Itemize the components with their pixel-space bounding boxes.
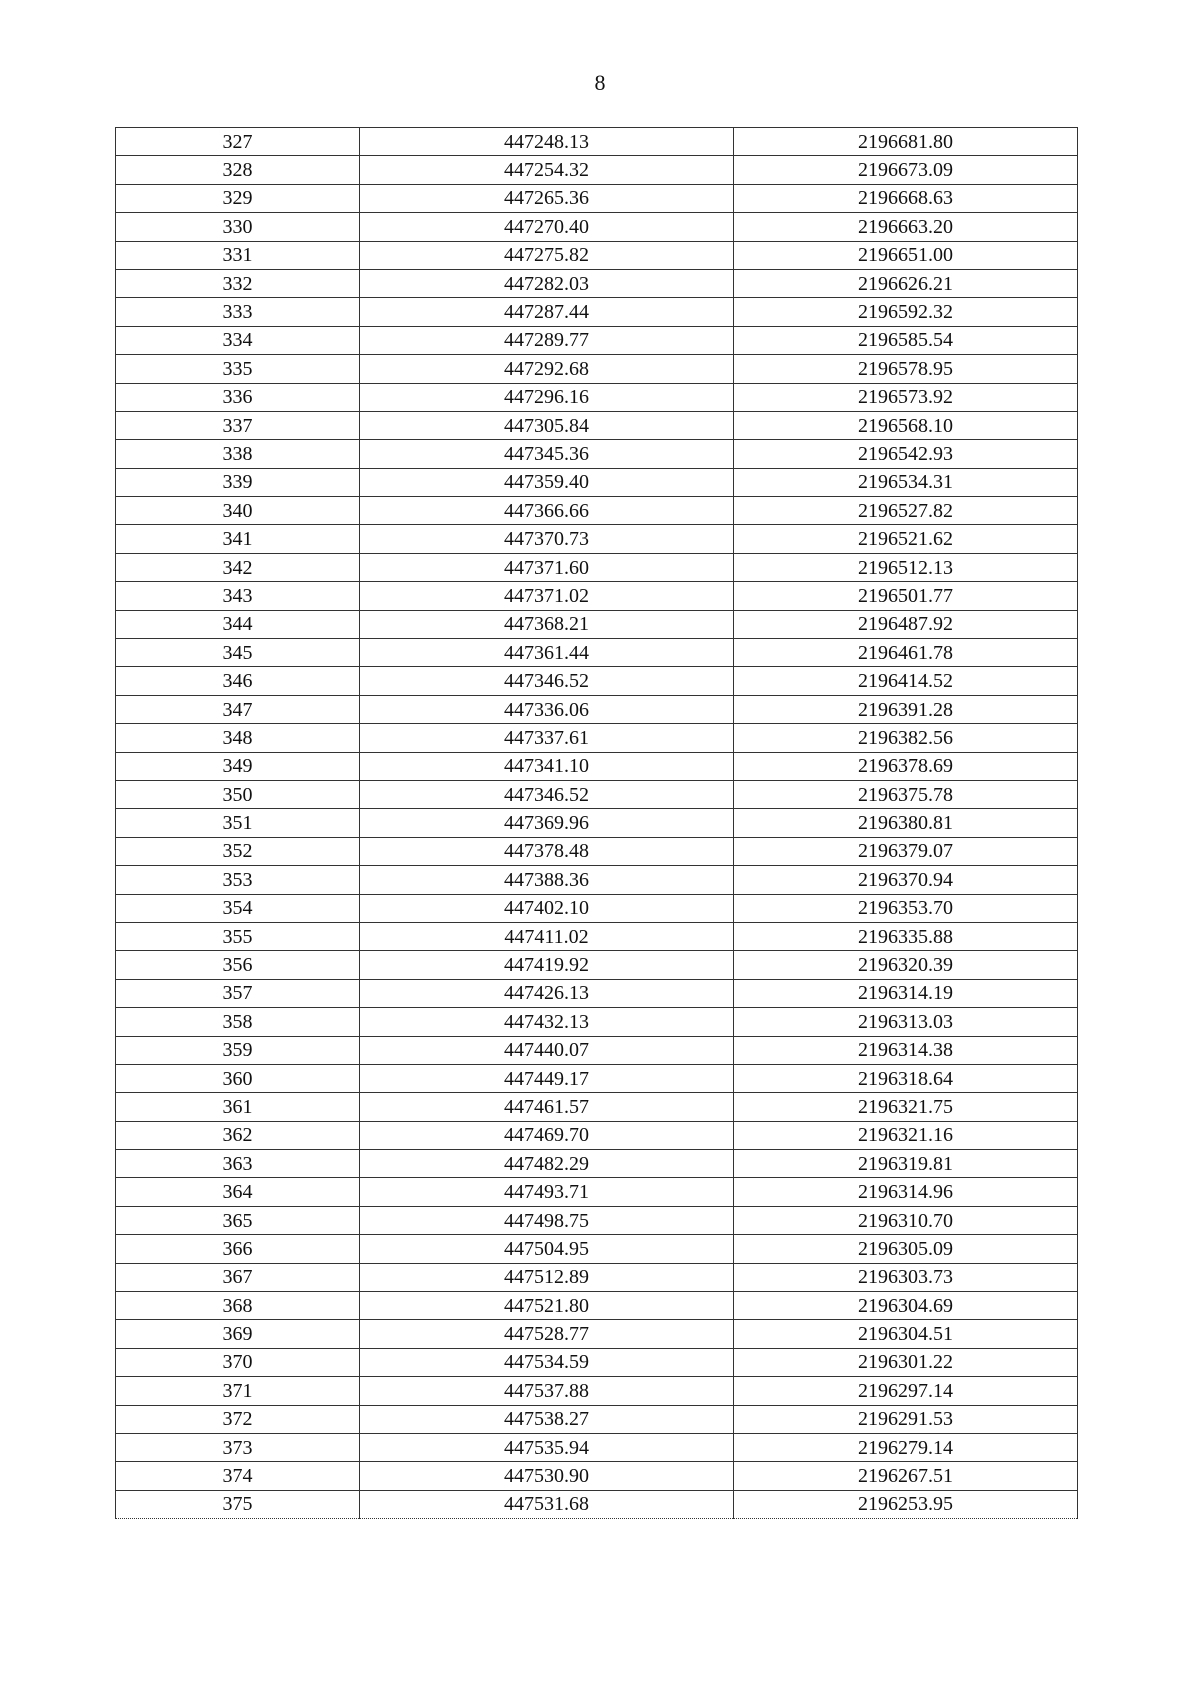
x-coordinate-cell: 447282.03 bbox=[360, 269, 734, 297]
table-row bbox=[116, 1263, 1078, 1291]
y-coordinate-cell: 2196303.73 bbox=[734, 1263, 1078, 1291]
y-coordinate-cell: 2196291.53 bbox=[734, 1405, 1078, 1433]
table-row bbox=[116, 780, 1078, 808]
point-number-cell: 356 bbox=[116, 951, 360, 979]
y-coordinate-cell: 2196527.82 bbox=[734, 497, 1078, 525]
table-row bbox=[116, 1064, 1078, 1092]
y-coordinate-cell: 2196319.81 bbox=[734, 1150, 1078, 1178]
y-coordinate-cell: 2196501.77 bbox=[734, 582, 1078, 610]
point-number-cell: 343 bbox=[116, 582, 360, 610]
point-number-cell: 344 bbox=[116, 610, 360, 638]
y-coordinate-cell: 2196314.38 bbox=[734, 1036, 1078, 1064]
point-number-cell: 366 bbox=[116, 1235, 360, 1263]
table-row bbox=[116, 1036, 1078, 1064]
point-number-cell: 354 bbox=[116, 894, 360, 922]
point-number-cell: 362 bbox=[116, 1121, 360, 1149]
table-row bbox=[116, 553, 1078, 581]
point-number-cell: 361 bbox=[116, 1093, 360, 1121]
point-number-cell: 364 bbox=[116, 1178, 360, 1206]
point-number-cell: 349 bbox=[116, 752, 360, 780]
table-row bbox=[116, 383, 1078, 411]
point-number-cell: 360 bbox=[116, 1064, 360, 1092]
x-coordinate-cell: 447537.88 bbox=[360, 1377, 734, 1405]
x-coordinate-cell: 447411.02 bbox=[360, 922, 734, 950]
point-number-cell: 355 bbox=[116, 922, 360, 950]
x-coordinate-cell: 447368.21 bbox=[360, 610, 734, 638]
x-coordinate-cell: 447289.77 bbox=[360, 326, 734, 354]
x-coordinate-cell: 447371.02 bbox=[360, 582, 734, 610]
x-coordinate-cell: 447337.61 bbox=[360, 724, 734, 752]
x-coordinate-cell: 447265.36 bbox=[360, 184, 734, 212]
table-row bbox=[116, 1178, 1078, 1206]
table-row bbox=[116, 326, 1078, 354]
point-number-cell: 331 bbox=[116, 241, 360, 269]
point-number-cell: 369 bbox=[116, 1320, 360, 1348]
y-coordinate-cell: 2196297.14 bbox=[734, 1377, 1078, 1405]
y-coordinate-cell: 2196321.75 bbox=[734, 1093, 1078, 1121]
y-coordinate-cell: 2196375.78 bbox=[734, 780, 1078, 808]
point-number-cell: 371 bbox=[116, 1377, 360, 1405]
point-number-cell: 334 bbox=[116, 326, 360, 354]
point-number-cell: 352 bbox=[116, 837, 360, 865]
y-coordinate-cell: 2196305.09 bbox=[734, 1235, 1078, 1263]
table-row bbox=[116, 582, 1078, 610]
table-row bbox=[116, 298, 1078, 326]
y-coordinate-cell: 2196668.63 bbox=[734, 184, 1078, 212]
y-coordinate-cell: 2196253.95 bbox=[734, 1490, 1078, 1518]
x-coordinate-cell: 447296.16 bbox=[360, 383, 734, 411]
x-coordinate-cell: 447345.36 bbox=[360, 440, 734, 468]
x-coordinate-cell: 447366.66 bbox=[360, 497, 734, 525]
table-row bbox=[116, 695, 1078, 723]
x-coordinate-cell: 447369.96 bbox=[360, 809, 734, 837]
y-coordinate-cell: 2196382.56 bbox=[734, 724, 1078, 752]
point-number-cell: 338 bbox=[116, 440, 360, 468]
y-coordinate-cell: 2196663.20 bbox=[734, 213, 1078, 241]
point-number-cell: 346 bbox=[116, 667, 360, 695]
x-coordinate-cell: 447248.13 bbox=[360, 128, 734, 156]
point-number-cell: 332 bbox=[116, 269, 360, 297]
x-coordinate-cell: 447305.84 bbox=[360, 411, 734, 439]
x-coordinate-cell: 447432.13 bbox=[360, 1008, 734, 1036]
point-number-cell: 353 bbox=[116, 866, 360, 894]
x-coordinate-cell: 447270.40 bbox=[360, 213, 734, 241]
table-row bbox=[116, 269, 1078, 297]
point-number-cell: 339 bbox=[116, 468, 360, 496]
point-number-cell: 374 bbox=[116, 1462, 360, 1490]
point-number-cell: 327 bbox=[116, 128, 360, 156]
table-row bbox=[116, 922, 1078, 950]
x-coordinate-cell: 447388.36 bbox=[360, 866, 734, 894]
y-coordinate-cell: 2196673.09 bbox=[734, 156, 1078, 184]
y-coordinate-cell: 2196626.21 bbox=[734, 269, 1078, 297]
y-coordinate-cell: 2196585.54 bbox=[734, 326, 1078, 354]
x-coordinate-cell: 447336.06 bbox=[360, 695, 734, 723]
x-coordinate-cell: 447493.71 bbox=[360, 1178, 734, 1206]
y-coordinate-cell: 2196592.32 bbox=[734, 298, 1078, 326]
x-coordinate-cell: 447426.13 bbox=[360, 979, 734, 1007]
point-number-cell: 337 bbox=[116, 411, 360, 439]
table-row bbox=[116, 809, 1078, 837]
table-row bbox=[116, 1292, 1078, 1320]
table-row bbox=[116, 1348, 1078, 1376]
table-row bbox=[116, 1405, 1078, 1433]
y-coordinate-cell: 2196321.16 bbox=[734, 1121, 1078, 1149]
point-number-cell: 359 bbox=[116, 1036, 360, 1064]
table-row bbox=[116, 979, 1078, 1007]
y-coordinate-cell: 2196512.13 bbox=[734, 553, 1078, 581]
x-coordinate-cell: 447370.73 bbox=[360, 525, 734, 553]
table-row bbox=[116, 525, 1078, 553]
x-coordinate-cell: 447461.57 bbox=[360, 1093, 734, 1121]
y-coordinate-cell: 2196379.07 bbox=[734, 837, 1078, 865]
table-row bbox=[116, 1150, 1078, 1178]
x-coordinate-cell: 447378.48 bbox=[360, 837, 734, 865]
x-coordinate-cell: 447287.44 bbox=[360, 298, 734, 326]
x-coordinate-cell: 447469.70 bbox=[360, 1121, 734, 1149]
table-row bbox=[116, 184, 1078, 212]
table-row bbox=[116, 1093, 1078, 1121]
x-coordinate-cell: 447292.68 bbox=[360, 355, 734, 383]
table-row bbox=[116, 1320, 1078, 1348]
point-number-cell: 345 bbox=[116, 639, 360, 667]
page-number: 8 bbox=[594, 70, 606, 95]
y-coordinate-cell: 2196391.28 bbox=[734, 695, 1078, 723]
x-coordinate-cell: 447402.10 bbox=[360, 894, 734, 922]
y-coordinate-cell: 2196318.64 bbox=[734, 1064, 1078, 1092]
y-coordinate-cell: 2196353.70 bbox=[734, 894, 1078, 922]
y-coordinate-cell: 2196534.31 bbox=[734, 468, 1078, 496]
table-row bbox=[116, 837, 1078, 865]
table-row bbox=[116, 1235, 1078, 1263]
point-number-cell: 363 bbox=[116, 1150, 360, 1178]
y-coordinate-cell: 2196314.19 bbox=[734, 979, 1078, 1007]
y-coordinate-cell: 2196461.78 bbox=[734, 639, 1078, 667]
table-row bbox=[116, 440, 1078, 468]
x-coordinate-cell: 447538.27 bbox=[360, 1405, 734, 1433]
table-row bbox=[116, 497, 1078, 525]
x-coordinate-cell: 447530.90 bbox=[360, 1462, 734, 1490]
point-number-cell: 329 bbox=[116, 184, 360, 212]
x-coordinate-cell: 447534.59 bbox=[360, 1348, 734, 1376]
x-coordinate-cell: 447371.60 bbox=[360, 553, 734, 581]
table-row bbox=[116, 213, 1078, 241]
y-coordinate-cell: 2196487.92 bbox=[734, 610, 1078, 638]
table-row bbox=[116, 951, 1078, 979]
point-number-cell: 367 bbox=[116, 1263, 360, 1291]
y-coordinate-cell: 2196414.52 bbox=[734, 667, 1078, 695]
x-coordinate-cell: 447531.68 bbox=[360, 1490, 734, 1518]
point-number-cell: 347 bbox=[116, 695, 360, 723]
y-coordinate-cell: 2196279.14 bbox=[734, 1433, 1078, 1461]
x-coordinate-cell: 447498.75 bbox=[360, 1206, 734, 1234]
y-coordinate-cell: 2196267.51 bbox=[734, 1462, 1078, 1490]
table-row bbox=[116, 866, 1078, 894]
x-coordinate-cell: 447512.89 bbox=[360, 1263, 734, 1291]
y-coordinate-cell: 2196314.96 bbox=[734, 1178, 1078, 1206]
x-coordinate-cell: 447254.32 bbox=[360, 156, 734, 184]
x-coordinate-cell: 447359.40 bbox=[360, 468, 734, 496]
x-coordinate-cell: 447449.17 bbox=[360, 1064, 734, 1092]
table-row bbox=[116, 468, 1078, 496]
x-coordinate-cell: 447419.92 bbox=[360, 951, 734, 979]
y-coordinate-cell: 2196651.00 bbox=[734, 241, 1078, 269]
point-number-cell: 340 bbox=[116, 497, 360, 525]
point-number-cell: 365 bbox=[116, 1206, 360, 1234]
point-number-cell: 375 bbox=[116, 1490, 360, 1518]
point-number-cell: 357 bbox=[116, 979, 360, 1007]
x-coordinate-cell: 447275.82 bbox=[360, 241, 734, 269]
point-number-cell: 348 bbox=[116, 724, 360, 752]
y-coordinate-cell: 2196681.80 bbox=[734, 128, 1078, 156]
table-row bbox=[116, 894, 1078, 922]
point-number-cell: 370 bbox=[116, 1348, 360, 1376]
point-number-cell: 335 bbox=[116, 355, 360, 383]
y-coordinate-cell: 2196301.22 bbox=[734, 1348, 1078, 1376]
table-row bbox=[116, 1206, 1078, 1234]
table-row bbox=[116, 667, 1078, 695]
table-row bbox=[116, 1377, 1078, 1405]
y-coordinate-cell: 2196568.10 bbox=[734, 411, 1078, 439]
point-number-cell: 341 bbox=[116, 525, 360, 553]
point-number-cell: 350 bbox=[116, 780, 360, 808]
table-row bbox=[116, 610, 1078, 638]
y-coordinate-cell: 2196542.93 bbox=[734, 440, 1078, 468]
y-coordinate-cell: 2196313.03 bbox=[734, 1008, 1078, 1036]
table-body bbox=[116, 128, 1078, 1519]
x-coordinate-cell: 447346.52 bbox=[360, 667, 734, 695]
point-number-cell: 373 bbox=[116, 1433, 360, 1461]
table-row bbox=[116, 1462, 1078, 1490]
y-coordinate-cell: 2196304.69 bbox=[734, 1292, 1078, 1320]
table-row bbox=[116, 752, 1078, 780]
x-coordinate-cell: 447341.10 bbox=[360, 752, 734, 780]
table-row bbox=[116, 1490, 1078, 1518]
point-number-cell: 336 bbox=[116, 383, 360, 411]
x-coordinate-cell: 447528.77 bbox=[360, 1320, 734, 1348]
x-coordinate-cell: 447504.95 bbox=[360, 1235, 734, 1263]
y-coordinate-cell: 2196335.88 bbox=[734, 922, 1078, 950]
x-coordinate-cell: 447482.29 bbox=[360, 1150, 734, 1178]
table-row bbox=[116, 411, 1078, 439]
y-coordinate-cell: 2196573.92 bbox=[734, 383, 1078, 411]
y-coordinate-cell: 2196310.70 bbox=[734, 1206, 1078, 1234]
table-row bbox=[116, 639, 1078, 667]
table-row bbox=[116, 1008, 1078, 1036]
y-coordinate-cell: 2196578.95 bbox=[734, 355, 1078, 383]
x-coordinate-cell: 447440.07 bbox=[360, 1036, 734, 1064]
table-row bbox=[116, 128, 1078, 156]
x-coordinate-cell: 447521.80 bbox=[360, 1292, 734, 1320]
point-number-cell: 358 bbox=[116, 1008, 360, 1036]
y-coordinate-cell: 2196378.69 bbox=[734, 752, 1078, 780]
point-number-cell: 368 bbox=[116, 1292, 360, 1320]
y-coordinate-cell: 2196320.39 bbox=[734, 951, 1078, 979]
point-number-cell: 342 bbox=[116, 553, 360, 581]
table-row bbox=[116, 241, 1078, 269]
y-coordinate-cell: 2196304.51 bbox=[734, 1320, 1078, 1348]
point-number-cell: 330 bbox=[116, 213, 360, 241]
table-row bbox=[116, 724, 1078, 752]
coordinates-table bbox=[115, 127, 1078, 1519]
table-row bbox=[116, 1433, 1078, 1461]
table-row bbox=[116, 156, 1078, 184]
table-row bbox=[116, 1121, 1078, 1149]
point-number-cell: 372 bbox=[116, 1405, 360, 1433]
x-coordinate-cell: 447361.44 bbox=[360, 639, 734, 667]
point-number-cell: 333 bbox=[116, 298, 360, 326]
y-coordinate-cell: 2196380.81 bbox=[734, 809, 1078, 837]
point-number-cell: 351 bbox=[116, 809, 360, 837]
y-coordinate-cell: 2196521.62 bbox=[734, 525, 1078, 553]
point-number-cell: 328 bbox=[116, 156, 360, 184]
table-row bbox=[116, 355, 1078, 383]
x-coordinate-cell: 447535.94 bbox=[360, 1433, 734, 1461]
x-coordinate-cell: 447346.52 bbox=[360, 780, 734, 808]
y-coordinate-cell: 2196370.94 bbox=[734, 866, 1078, 894]
